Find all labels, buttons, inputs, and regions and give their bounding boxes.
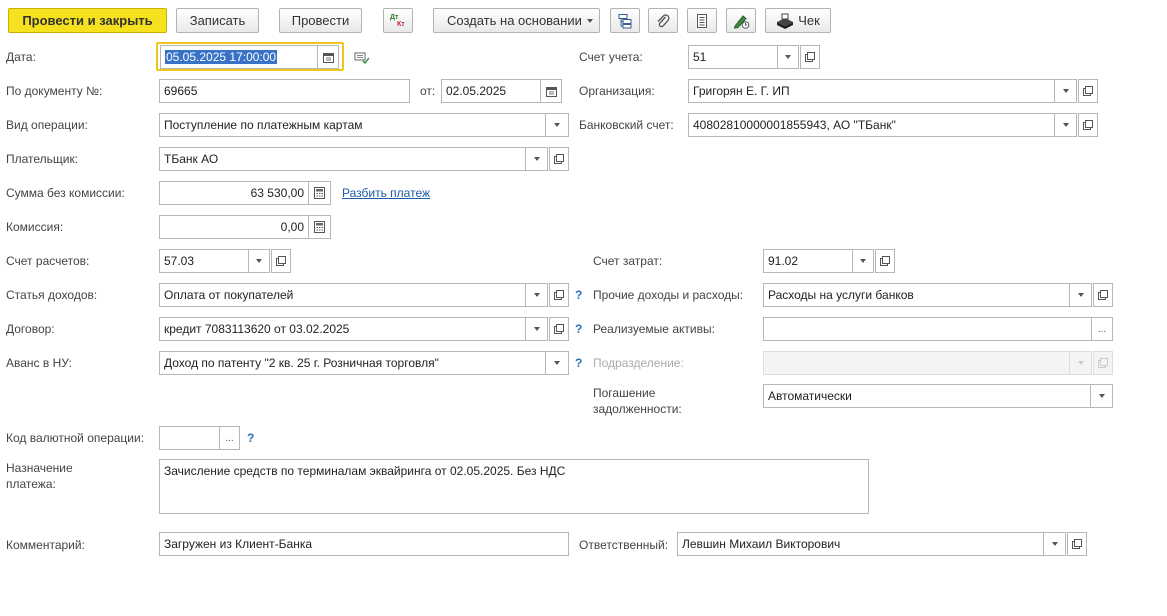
income-item-label: Статья доходов: [6, 288, 98, 302]
document-list-icon [694, 13, 710, 29]
doc-number-input[interactable]: 69665 [159, 79, 410, 103]
bank-account-dropdown-button[interactable] [1054, 113, 1077, 137]
account-input[interactable]: 51 [688, 45, 778, 69]
dt-label: Дт [390, 13, 399, 21]
payer-input[interactable]: ТБанк АО [159, 147, 526, 171]
operation-type-label: Вид операции: [6, 118, 88, 132]
dt-kt-icon [390, 14, 406, 28]
open-icon [554, 154, 564, 164]
chevron-down-icon [1063, 89, 1069, 93]
debt-repayment-select[interactable]: Автоматически [763, 384, 1093, 408]
responsible-label: Ответственный: [579, 538, 669, 552]
income-item-open-button[interactable] [549, 283, 569, 307]
comment-input[interactable]: Загружен из Клиент-Банка [159, 532, 569, 556]
date-label: Дата: [6, 50, 36, 64]
sign-button[interactable] [726, 8, 756, 33]
department-dropdown-button [1069, 351, 1092, 375]
cash-register-icon [776, 13, 794, 29]
organization-open-button[interactable] [1078, 79, 1098, 103]
bank-account-open-button[interactable] [1078, 113, 1098, 137]
calendar-icon [323, 52, 334, 63]
chevron-down-icon [1052, 542, 1058, 546]
advance-nu-dropdown-button[interactable] [545, 351, 569, 375]
operation-type-select[interactable]: Поступление по платежным картам [159, 113, 546, 137]
chevron-down-icon [860, 259, 866, 263]
settlement-account-dropdown-button[interactable] [248, 249, 270, 273]
debt-repayment-label-line1: Погашение [593, 386, 656, 400]
organization-label: Организация: [579, 84, 655, 98]
department-label: Подразделение: [593, 356, 684, 370]
sum-input[interactable]: 63 530,00 [159, 181, 309, 205]
open-icon [1072, 539, 1082, 549]
calculator-icon [314, 187, 325, 199]
paperclip-icon [655, 13, 671, 29]
calendar-icon [546, 86, 557, 97]
create-based-on-button[interactable] [433, 8, 600, 33]
chevron-down-icon [534, 157, 540, 161]
chevron-down-icon [554, 123, 560, 127]
settlement-account-open-button[interactable] [271, 249, 291, 273]
pen-clock-icon [732, 13, 750, 29]
save-button[interactable]: Записать [176, 8, 259, 33]
date-value: 05.05.2025 17:00:00 [166, 50, 277, 64]
comment-label: Комментарий: [6, 538, 85, 552]
settlement-account-label: Счет расчетов: [6, 254, 90, 268]
doc-number-label: По документу №: [6, 84, 103, 98]
kt-label: Кт [397, 20, 405, 28]
purpose-label-line1: Назначение [6, 461, 73, 475]
open-icon [880, 256, 890, 266]
open-icon [276, 256, 286, 266]
cost-account-input[interactable]: 91.02 [763, 249, 853, 273]
chevron-down-icon [785, 55, 791, 59]
doc-date-calendar-button[interactable] [540, 79, 562, 103]
history-icon[interactable] [354, 52, 370, 64]
chevron-down-icon [1078, 293, 1084, 297]
open-icon [1098, 290, 1108, 300]
organization-dropdown-button[interactable] [1054, 79, 1077, 103]
sold-assets-input[interactable] [763, 317, 1092, 341]
chevron-down-icon [587, 19, 593, 23]
settlement-account-input[interactable]: 57.03 [159, 249, 249, 273]
operation-type-dropdown-button[interactable] [545, 113, 569, 137]
chevron-down-icon [1063, 123, 1069, 127]
open-icon [554, 290, 564, 300]
open-icon [1098, 358, 1108, 368]
responsible-open-button[interactable] [1067, 532, 1087, 556]
bank-account-label: Банковский счет: [579, 118, 674, 132]
income-item-help-icon[interactable]: ? [575, 288, 583, 302]
contract-input[interactable]: кредит 7083113620 от 03.02.2025 [159, 317, 526, 341]
currency-code-input[interactable] [159, 426, 220, 450]
commission-calculator-button[interactable] [308, 215, 331, 239]
commission-label: Комиссия: [6, 220, 64, 234]
contract-dropdown-button[interactable] [525, 317, 548, 341]
date-input[interactable] [160, 45, 318, 69]
chevron-down-icon [1099, 394, 1105, 398]
responsible-dropdown-button[interactable] [1043, 532, 1066, 556]
doc-date-input[interactable]: 02.05.2025 [441, 79, 541, 103]
department-open-button [1093, 351, 1113, 375]
income-item-dropdown-button[interactable] [525, 283, 548, 307]
cost-account-label: Счет затрат: [593, 254, 663, 268]
receipt-label: Чек [798, 13, 820, 28]
payer-label: Плательщик: [6, 152, 79, 166]
currency-code-help-icon[interactable]: ? [247, 431, 255, 445]
chevron-down-icon [554, 361, 560, 365]
sum-calculator-button[interactable] [308, 181, 331, 205]
dt-kt-button[interactable] [383, 8, 413, 33]
contract-label: Договор: [6, 322, 55, 336]
sold-assets-label: Реализуемые активы: [593, 322, 715, 336]
cost-account-open-button[interactable] [875, 249, 895, 273]
chevron-down-icon [534, 293, 540, 297]
debt-repayment-label-line2: задолженности: [593, 402, 682, 416]
cost-account-dropdown-button[interactable] [852, 249, 874, 273]
advance-nu-select[interactable]: Доход по патенту "2 кв. 25 г. Розничная торговля" [159, 351, 546, 375]
income-item-input[interactable]: Оплата от покупателей [159, 283, 526, 307]
other-income-input[interactable]: Расходы на услуги банков [763, 283, 1070, 307]
other-income-dropdown-button[interactable] [1069, 283, 1092, 307]
currency-code-select-button[interactable]: ... [219, 426, 240, 450]
contract-help-icon[interactable]: ? [575, 322, 583, 336]
open-icon [554, 324, 564, 334]
other-income-open-button[interactable] [1093, 283, 1113, 307]
structure-button[interactable] [610, 8, 640, 33]
create-based-on-label: Создать на основании [447, 13, 582, 28]
post-button[interactable]: Провести [279, 8, 362, 33]
open-icon [805, 52, 815, 62]
account-label: Счет учета: [579, 50, 643, 64]
open-icon [1083, 120, 1093, 130]
payer-dropdown-button[interactable] [525, 147, 548, 171]
hierarchy-icon [617, 13, 633, 29]
department-input [763, 351, 1070, 375]
sold-assets-select-button[interactable]: ... [1091, 317, 1113, 341]
attachments-button[interactable] [648, 8, 678, 33]
split-payment-link[interactable]: Разбить платеж [342, 186, 431, 200]
purpose-textarea[interactable]: Зачисление средств по терминалам эквайринга от 02.05.2025. Без НДС [159, 459, 869, 514]
receipt-button[interactable] [765, 8, 831, 33]
advance-nu-label: Аванс в НУ: [6, 356, 72, 370]
report-button[interactable] [687, 8, 717, 33]
date-calendar-button[interactable] [317, 45, 339, 69]
bank-account-input[interactable]: 40802810000001855943, АО "ТБанк" [688, 113, 1055, 137]
account-open-button[interactable] [800, 45, 820, 69]
post-and-close-button[interactable]: Провести и закрыть [8, 8, 167, 33]
commission-input[interactable]: 0,00 [159, 215, 309, 239]
payer-open-button[interactable] [549, 147, 569, 171]
other-income-label: Прочие доходы и расходы: [593, 288, 744, 302]
chevron-down-icon [1078, 361, 1084, 365]
chevron-down-icon [534, 327, 540, 331]
purpose-label-line2: платежа: [6, 477, 56, 491]
advance-nu-help-icon[interactable]: ? [575, 356, 583, 370]
sum-label: Сумма без комиссии: [6, 186, 125, 200]
account-dropdown-button[interactable] [777, 45, 799, 69]
chevron-down-icon [256, 259, 262, 263]
contract-open-button[interactable] [549, 317, 569, 341]
organization-input[interactable]: Григорян Е. Г. ИП [688, 79, 1055, 103]
doc-date-label: от: [420, 84, 436, 98]
debt-repayment-dropdown-button[interactable] [1090, 384, 1113, 408]
open-icon [1083, 86, 1093, 96]
responsible-input[interactable]: Левшин Михаил Викторович [677, 532, 1044, 556]
calculator-icon [314, 221, 325, 233]
currency-code-label: Код валютной операции: [6, 431, 145, 445]
